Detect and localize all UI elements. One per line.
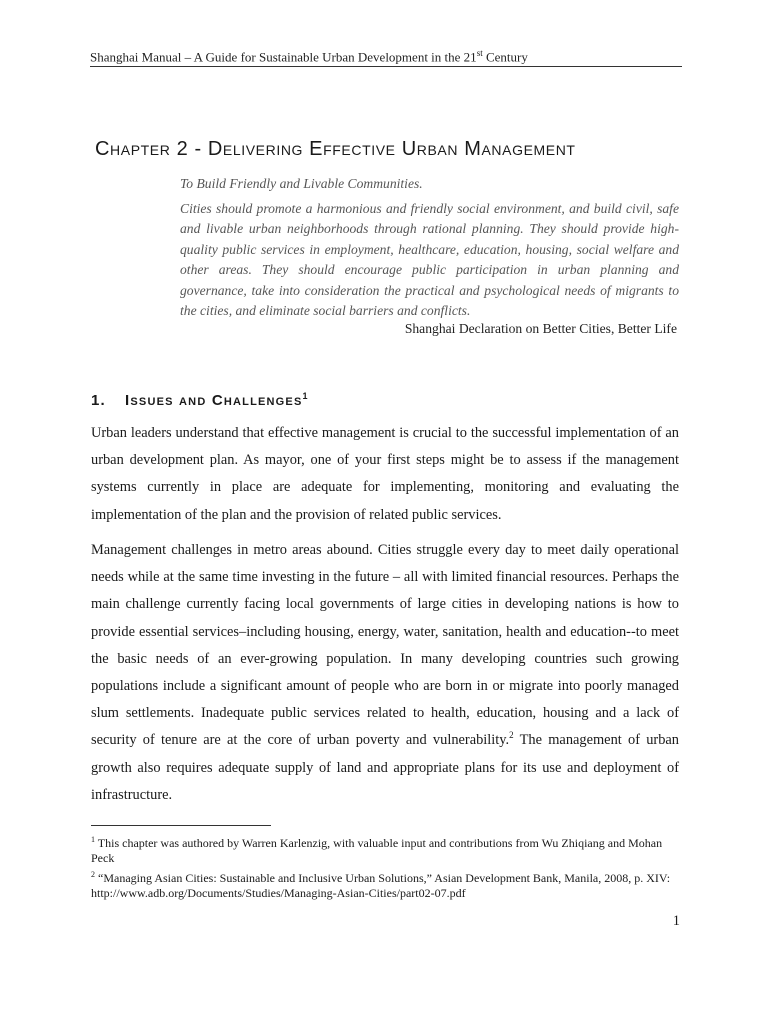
epigraph-body: Cities should promote a harmonious and friendly social environment, and build civil, safe and livable urban neighborhoods through rational planning. They should provide high-quality public services in employment, healthcare, education, housing, social welfare and other areas. They should encourage public participation in urban planning and governance, take into consideration the practical and psychological needs of migrants to the cities, and eliminate social barriers and conflicts. bbox=[180, 200, 679, 318]
chapter-title: Chapter 2 - Delivering Effective Urban Management bbox=[95, 138, 576, 160]
body-paragraph: Urban leaders understand that effective management is crucial to the successful implementation of an urban development plan. As mayor, one of your first steps might be to assess if the management systems currently in place are adequate for implementing, monitoring and evaluating the implementation of the plan and the provision of related public services. bbox=[91, 425, 679, 523]
page-number: 1 bbox=[672, 913, 680, 929]
epigraph-attribution: Shanghai Declaration on Better Cities, Better Life bbox=[404, 321, 677, 336]
running-header-text: Shanghai Manual – A Guide for Sustainable Urban Development in the 21 bbox=[90, 49, 477, 65]
section-heading bbox=[91, 386, 308, 411]
footnote bbox=[91, 836, 679, 866]
footnote-ref[interactable]: 2 bbox=[509, 730, 514, 741]
header-rule bbox=[90, 66, 682, 67]
section-footnote-ref[interactable]: 1 bbox=[302, 391, 308, 401]
body-paragraph-text: The management of urban growth also requires adequate supply of land and appropriate plans for its use and deployment of infrastructure. bbox=[91, 732, 679, 803]
running-header-superscript: st bbox=[476, 48, 483, 58]
body-paragraph bbox=[91, 537, 679, 809]
footnote-marker: 1 bbox=[91, 835, 95, 844]
footnote bbox=[91, 871, 679, 901]
footnote-text: This chapter was authored by Warren Karlenzig, with valuable input and contributions from Wu Zhiqiang and Mohan Peck bbox=[91, 836, 663, 865]
section-number: 1. bbox=[91, 392, 106, 409]
footnote-text: “Managing Asian Cities: Sustainable and Inclusive Urban Solutions,” Asian Development Bank, Manila, 2008, p. XIV: http://www.adb.org/Documents/Studies/Managing-Asian-Cities/part02-07.pdf bbox=[91, 871, 671, 900]
epigraph-quote bbox=[180, 174, 679, 322]
footnote-marker: 2 bbox=[91, 870, 95, 879]
running-header bbox=[90, 44, 682, 66]
footnote-rule bbox=[91, 825, 271, 826]
section-title: Issues and Challenges bbox=[125, 392, 303, 409]
running-header-text-end: Century bbox=[482, 49, 528, 65]
body-paragraph-text: Management challenges in metro areas abound. Cities struggle every day to meet daily operational needs while at the same time investing in the future – all with limited financial resources. Perhaps the main challenge currently facing local governments of large cities in developing nations is how to provide essential services–including housing, energy, water, sanitation, health and education--to meet the basic needs of an ever-growing population. In many developing countries such growing populations include a significant amount of people who are born in or migrate into poorly managed slum settlements. Inadequate public services related to health, education, housing and a lack of security of tenure are at the core of urban poverty and vulnerability. bbox=[91, 542, 679, 749]
epigraph-lead: To Build Friendly and Livable Communities. bbox=[180, 176, 423, 191]
